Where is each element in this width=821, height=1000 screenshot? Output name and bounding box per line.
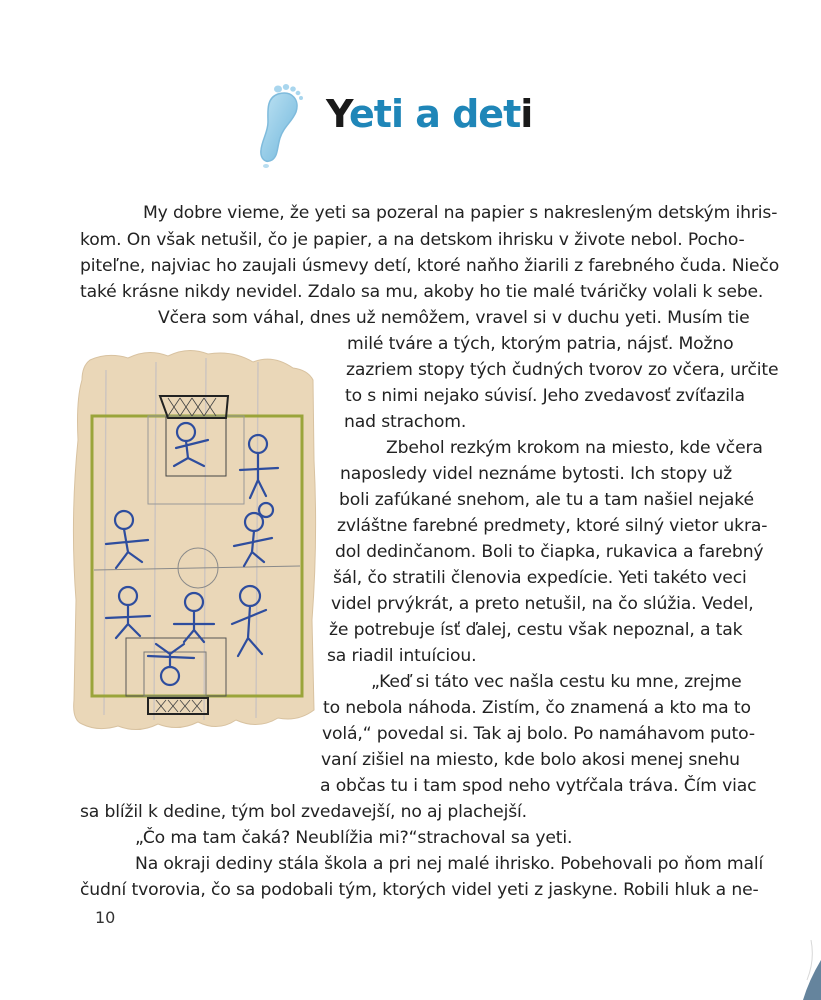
text-line: volá,“ povedal si. Tak aj bolo. Po namáhavom puto- xyxy=(322,724,755,744)
text-line: naposledy videl neznáme bytosti. Ich stopy už xyxy=(340,464,732,484)
page-number: 10 xyxy=(95,908,116,927)
football-pitch-drawing-icon xyxy=(68,340,330,740)
text-line: to nebola náhoda. Zistím, čo znamená a kto ma to xyxy=(323,698,751,718)
text-line: kom. On však netušil, čo je papier, a na detskom ihrisku v živote nebol. Pocho- xyxy=(80,230,745,250)
text-line: vaní zišiel na miesto, kde bolo akosi menej snehu xyxy=(321,750,740,770)
text-line: čudní tvorovia, čo sa podobali tým, ktorých videl yeti z jaskyne. Robili hluk a ne- xyxy=(80,880,759,900)
text-line: videl prvýkrát, a preto netušil, na čo slúžia. Vedel, xyxy=(331,594,754,614)
text-line: a občas tu i tam spod neho vytŕčala tráva. Čím viac xyxy=(320,776,757,796)
text-line: šál, čo stratili členovia expedície. Yeti takéto veci xyxy=(333,568,747,588)
text-line: také krásne nikdy nevidel. Zdalo sa mu, akoby ho tie malé tváričky volali k sebe. xyxy=(80,282,764,302)
text-line: piteľne, najviac ho zaujali úsmevy detí, ktoré naňho žiarili z farebného čuda. Niečo xyxy=(80,256,780,276)
text-line: „Čo ma tam čaká? Neublížia mi?“strachoval sa yeti. xyxy=(135,828,573,848)
text-line: nad strachom. xyxy=(344,412,467,432)
text-line: sa blížil k dedine, tým bol zvedavejší, no aj plachejší. xyxy=(80,802,527,822)
text-line: My dobre vieme, že yeti sa pozeral na papier s nakresleným detským ihris- xyxy=(143,203,778,223)
text-line: že potrebuje ísť ďalej, cestu však nepoznal, a tak xyxy=(329,620,743,640)
corner-illustration-fragment xyxy=(781,940,821,1000)
text-line: Zbehol rezkým krokom na miesto, kde včera xyxy=(386,438,763,458)
title-part-1: Y xyxy=(326,92,350,136)
text-line: zvláštne farebné predmety, ktoré silný vietor ukra- xyxy=(337,516,768,536)
title-part-2: eti a det xyxy=(349,92,521,136)
text-line: dol dedinčanom. Boli to čiapka, rukavica a farebný xyxy=(335,542,764,562)
text-line: „Keď si táto vec našla cestu ku mne, zrejme xyxy=(371,672,742,692)
footprint-icon xyxy=(248,80,308,170)
text-line: sa riadil intuíciou. xyxy=(327,646,477,666)
text-line: milé tváre a tých, ktorým patria, nájsť. Možno xyxy=(347,334,734,354)
text-line: Na okraji dediny stála škola a pri nej malé ihrisko. Pobehovali po ňom malí xyxy=(135,854,764,874)
text-line: to s nimi nejako súvisí. Jeho zvedavosť zvíťazila xyxy=(345,386,745,406)
text-line: Včera som váhal, dnes už nemôžem, vravel si v duchu yeti. Musím tie xyxy=(158,308,750,328)
text-line: zazriem stopy tých čudných tvorov zo včera, určite xyxy=(346,360,779,380)
page-title xyxy=(326,94,532,134)
title-part-3: i xyxy=(520,92,533,136)
text-line: boli zafúkané snehom, ale tu a tam našiel nejaké xyxy=(339,490,754,510)
